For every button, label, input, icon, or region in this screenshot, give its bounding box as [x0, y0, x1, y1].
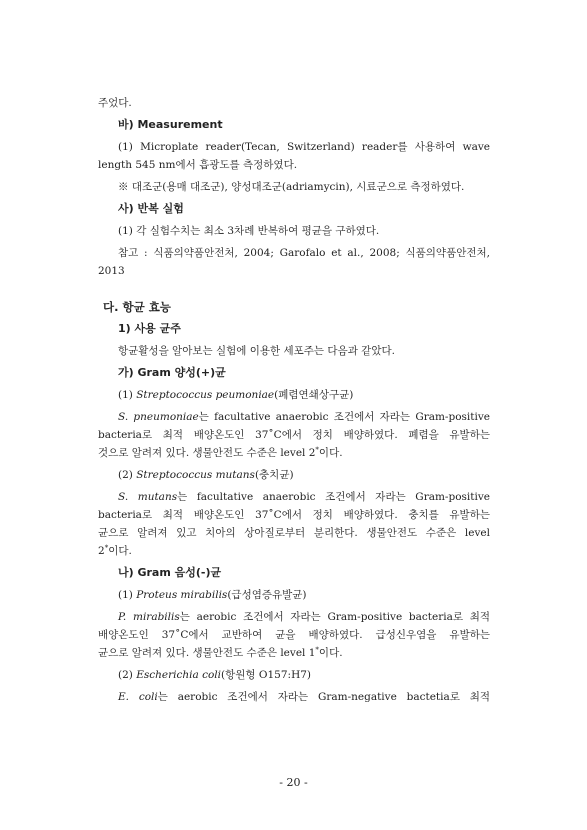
- body-text-line: 균으로 알려져 있다. 생물안전도 수준은 level 1*이다.: [98, 646, 343, 659]
- body-text-line: bacteria로 최적 배양온도인 37˚C에서 정치 배양하였다. 충치를 유발하는: [98, 509, 490, 521]
- body-text-line: P. mirabilis는 aerobic 조건에서 자라는 Gram-positive bacteria로 최적: [118, 611, 490, 623]
- body-text-line: E. coli는 aerobic 조건에서 자라는 Gram-negative bactetia로 최적: [118, 691, 491, 703]
- body-text-line: 균으로 알려져 있고 치아의 상아질로부터 분리한다. 생물안전도 수준은 level: [98, 527, 490, 539]
- subsection-heading-gram-negative: 나) Gram 음성(-)균: [118, 566, 222, 579]
- species-heading: (2) Escherichia coli(항원형 O157:H7): [118, 669, 312, 681]
- body-text-line: 주었다.: [98, 97, 132, 109]
- subsection-heading-strains: 1) 사용 균주: [118, 322, 181, 335]
- section-heading: 다. 항균 효능: [103, 300, 171, 314]
- body-text-line: (1) Microplate reader(Tecan, Switzerland) reader를 사용하여 wave: [118, 141, 490, 153]
- page-number: - 20 -: [279, 776, 308, 789]
- species-heading: (1) Streptococcus peumoniae(폐렴연쇄상구균): [118, 389, 354, 401]
- species-heading: (1) Proteus mirabilis(급성염증유발균): [118, 589, 307, 601]
- body-text-line: 항균활성을 알아보는 실험에 이용한 세포주는 다음과 같았다.: [118, 345, 395, 357]
- body-text-line: 배양온도인 37˚C에서 교반하여 균을 배양하였다. 급성신우염을 유발하는: [98, 629, 490, 641]
- body-text-line: bacteria로 최적 배양온도인 37˚C에서 정치 배양하였다. 폐렴을 유발하는: [98, 429, 490, 441]
- body-text-line: S. mutans는 facultative anaerobic 조건에서 자라는 Gram-positive: [118, 491, 490, 503]
- species-heading: (2) Streptococcus mutans(충치균): [118, 469, 294, 481]
- body-text-line: length 545 nm에서 흡광도를 측정하였다.: [98, 159, 298, 171]
- note-line: ※ 대조군(용매 대조군), 양성대조군(adriamycin), 시료군으로 측정하였다.: [118, 181, 465, 193]
- body-text-line: 2*이다.: [98, 544, 132, 557]
- body-text-line: 것으로 알려져 있다. 생물안전도 수준은 level 2*이다.: [98, 446, 343, 459]
- subsection-heading-measurement: 바) Measurement: [118, 118, 223, 131]
- subsection-heading-repeat: 사) 반복 실험: [118, 202, 184, 215]
- reference-line: 참고 : 식품의약품안전처, 2004; Garofalo et al., 2008; 식품의약품안전처,: [118, 247, 490, 259]
- body-text-line: (1) 각 실험수치는 최소 3차례 반복하여 평균을 구하였다.: [118, 225, 380, 237]
- body-text-line: S. pneumoniae는 facultative anaerobic 조건에서 자라는 Gram-positive: [118, 411, 490, 423]
- reference-line: 2013: [98, 265, 125, 277]
- subsection-heading-gram-positive: 가) Gram 양성(+)균: [118, 366, 226, 379]
